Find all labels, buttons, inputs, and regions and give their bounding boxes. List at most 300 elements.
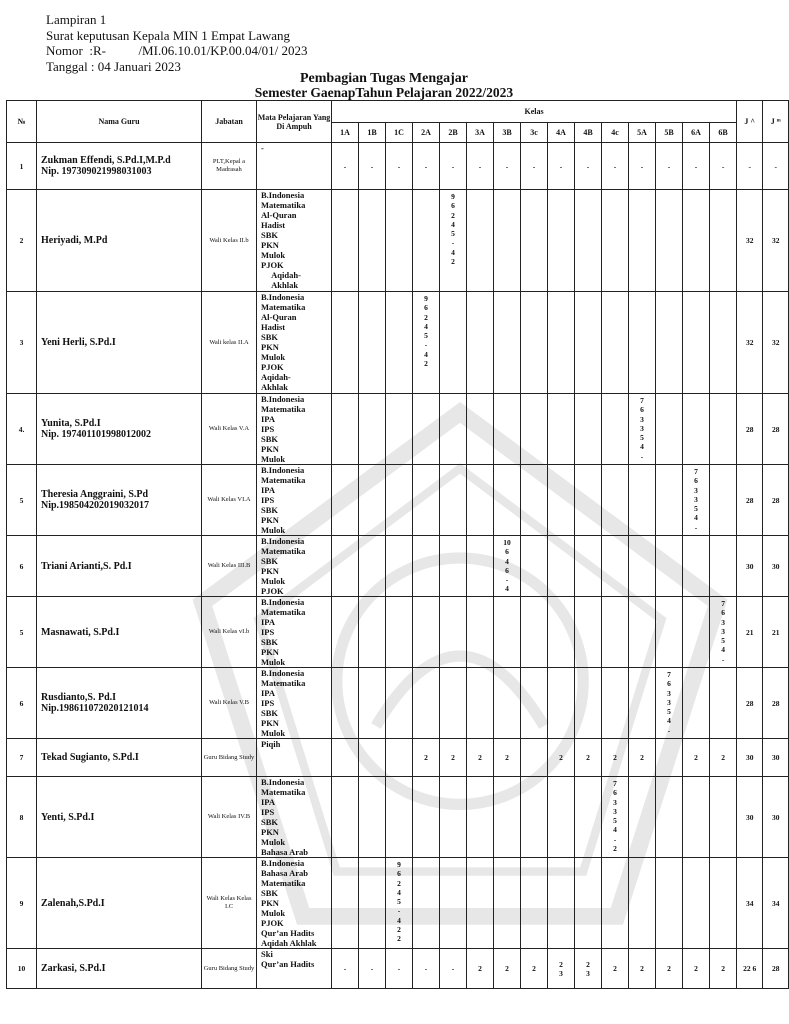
hours-cell-4a [548,465,575,536]
total-hours-1: 30 [737,536,763,597]
letter-header [46,12,307,74]
teacher-name-text: Yunita, S.Pd.I [41,418,101,429]
hours-cell-2a [413,190,440,292]
teacher-position: Guru Bidang Study [202,739,257,777]
hours-cell-2b [440,292,467,394]
hours-cell-1b [359,668,386,739]
hours-cell-1c: - [386,949,413,989]
subject-item: IPS [261,627,275,637]
hours-cell-4c [602,536,629,597]
class-header-1c: 1C [386,123,413,143]
hours-cell-3a: 2 [467,949,494,989]
hours-cell-4a [548,777,575,858]
col-header-total-1: J ^ [737,101,763,143]
hours-cell-5b: - [656,143,683,190]
row-number: 5 [7,597,37,668]
total-hours-1: - [737,143,763,190]
hours-cell-3a [467,597,494,668]
row-number: 1 [7,143,37,190]
subject-item: IPS [261,698,275,708]
hours-cell-4a [548,190,575,292]
hours-cell-1a [332,190,359,292]
subject-list [257,777,332,858]
teacher-name-text: Zukman Effendi, S.Pd.I,M.P.d [41,155,171,166]
subject-item: IPS [261,495,275,505]
subject-item: PJOK [261,918,284,928]
table-row [7,536,789,597]
hours-cell-6b [710,465,737,536]
hours-cell-1a [332,465,359,536]
header-line-4: Tanggal : 04 Januari 2023 [46,58,181,74]
total-hours-2: 28 [763,949,789,989]
hours-cell-3b [494,777,521,858]
subject-item: PKN [261,444,279,454]
hours-cell-4b [575,858,602,949]
teacher-name-text: Tekad Sugianto, S.Pd.I [41,752,139,763]
hours-cell-6a [683,190,710,292]
subject-item: Aqidah- [261,372,291,382]
total-hours-1: 21 [737,597,763,668]
hours-cell-2a [413,394,440,465]
hours-cell-4c: 2 [602,949,629,989]
hours-cell-6a: 2 [683,739,710,777]
hours-cell-1c [386,597,413,668]
col-header-nama: Nama Guru [37,101,202,143]
hours-cell-3b: - [494,143,521,190]
hours-cell-2a: - [413,143,440,190]
hours-cell-3a: 2 [467,739,494,777]
hours-cell-1a [332,739,359,777]
hours-cell-3c [521,668,548,739]
hours-cell-1a [332,858,359,949]
class-header-5a: 5A [629,123,656,143]
subject-item: Matematika [261,200,306,210]
teacher-position: Wali Kelas II.b [202,190,257,292]
table-row [7,292,789,394]
hours-cell-4a [548,292,575,394]
teacher-position: Wali Kelas vI.b [202,597,257,668]
subject-item: Al-Quran [261,210,297,220]
hours-cell-6b [710,777,737,858]
subject-list [257,739,332,777]
hours-cell-6b [710,394,737,465]
hours-cell-3b: 2 [494,949,521,989]
hours-cell-3c [521,597,548,668]
class-header-3c: 3c [521,123,548,143]
subject-item: Mulok [261,908,286,918]
teacher-position: Wali Kelas V.B [202,668,257,739]
subject-item: Piqih [261,739,281,749]
total-hours-2: 28 [763,668,789,739]
hours-cell-5b [656,739,683,777]
subject-item: Qur’an Hadits [261,959,315,969]
subject-list [257,949,332,989]
hours-cell-5a [629,668,656,739]
hours-cell-3b: 2 [494,739,521,777]
hours-cell-6a: - [683,143,710,190]
hours-cell-2b [440,668,467,739]
hours-cell-5b [656,292,683,394]
header-line-1: Lampiran 1 [46,12,107,27]
subject-item: B.Indonesia [261,597,305,607]
subject-item: PKN [261,515,279,525]
hours-cell-3c [521,465,548,536]
hours-cell-1b [359,465,386,536]
subject-list [257,465,332,536]
total-hours-2: 32 [763,292,789,394]
hours-cell-2b: 2 [440,739,467,777]
subject-item: Matematika [261,302,306,312]
subject-item: SBK [261,332,279,342]
hours-cell-4c [602,597,629,668]
hours-cell-1a [332,777,359,858]
col-header-total-2: J ͫ [763,101,789,143]
hours-cell-4b [575,597,602,668]
hours-cell-6a [683,777,710,858]
hours-cell-2b [440,394,467,465]
hours-cell-4c [602,394,629,465]
table-row [7,394,789,465]
subject-item: Matematika [261,878,306,888]
subject-item: Mulok [261,352,286,362]
hours-cell-5b [656,777,683,858]
hours-cell-3a [467,777,494,858]
hours-cell-3c [521,394,548,465]
subject-list [257,190,332,292]
class-header-1b: 1B [359,123,386,143]
class-header-6a: 6A [683,123,710,143]
hours-cell-5b [656,190,683,292]
total-hours-1: 34 [737,858,763,949]
total-hours-1: 30 [737,739,763,777]
subject-item: PKN [261,718,279,728]
hours-cell-3c: 2 [521,949,548,989]
subject-item: Bahasa Arab [261,868,308,878]
teacher-nip: Nip. 197401101998012002 [41,429,152,440]
hours-cell-5a [629,858,656,949]
hours-cell-6a [683,597,710,668]
hours-cell-3a [467,465,494,536]
hours-cell-3c [521,292,548,394]
row-number: 5 [7,465,37,536]
hours-cell-1b [359,190,386,292]
subject-item: Qur’an Hadits [261,928,315,938]
hours-cell-6b [710,292,737,394]
row-number: 9 [7,858,37,949]
hours-cell-3a [467,858,494,949]
hours-cell-1c: - [386,143,413,190]
hours-cell-2a [413,668,440,739]
hours-cell-4c [602,465,629,536]
class-header-4a: 4A [548,123,575,143]
col-header-kelas: Kelas [332,101,737,123]
hours-cell-3b [494,190,521,292]
hours-cell-5b: 2 [656,949,683,989]
hours-cell-2a [413,536,440,597]
subject-item: Mulok [261,576,286,586]
teacher-name [37,668,202,739]
teacher-nip: Nip.198504202019032017 [41,500,150,511]
document-subtitle: Semester GaenapTahun Pelajaran 2022/2023 [254,85,514,100]
total-hours-2: 30 [763,739,789,777]
hours-cell-4a: - [548,143,575,190]
hours-cell-6b [710,190,737,292]
hours-cell-3b [494,858,521,949]
subject-item: Matematika [261,404,306,414]
hours-cell-5a [629,536,656,597]
hours-cell-2b [440,536,467,597]
hours-cell-3b: 10 6 4 6 - 4 [494,536,521,597]
hours-cell-3a [467,394,494,465]
col-header-no: № [7,101,37,143]
hours-cell-5b [656,858,683,949]
hours-cell-5a: 7 6 3 3 5 4 - [629,394,656,465]
total-hours-1: 28 [737,394,763,465]
hours-cell-1c: 9 6 2 4 5 - 4 2 2 [386,858,413,949]
hours-cell-1b [359,536,386,597]
subject-item: Hadist [261,322,286,332]
subject-item: PKN [261,342,279,352]
hours-cell-2a [413,858,440,949]
hours-cell-4a [548,858,575,949]
hours-cell-5a: - [629,143,656,190]
subject-item: PKN [261,647,279,657]
subject-item: - [261,143,264,153]
hours-cell-1b [359,597,386,668]
hours-cell-2a [413,597,440,668]
subject-item: Mulok [261,837,286,847]
teacher-name [37,536,202,597]
hours-cell-2a: - [413,949,440,989]
hours-cell-6a [683,292,710,394]
class-header-4c: 4c [602,123,629,143]
hours-cell-4a [548,668,575,739]
teacher-position: Wali kelas II.A [202,292,257,394]
subject-list [257,597,332,668]
subject-item: SBK [261,434,279,444]
hours-cell-5b [656,597,683,668]
subject-item: Akhlak [261,382,288,392]
hours-cell-1b [359,394,386,465]
hours-cell-5a [629,777,656,858]
hours-cell-6b: 2 [710,739,737,777]
subject-item: Mulok [261,250,286,260]
hours-cell-4b [575,465,602,536]
subject-item: SBK [261,817,279,827]
subject-item: Mulok [261,525,286,535]
teacher-position: Wali Kelas VI.A [202,465,257,536]
subject-item: SBK [261,637,279,647]
hours-cell-3a: - [467,143,494,190]
class-header-2a: 2A [413,123,440,143]
hours-cell-5a [629,190,656,292]
subject-item: Matematika [261,475,306,485]
hours-cell-2a: 2 [413,739,440,777]
hours-cell-1c [386,668,413,739]
row-number: 2 [7,190,37,292]
table-row [7,143,789,190]
subject-item: B.Indonesia [261,292,305,302]
hours-cell-2a [413,465,440,536]
total-hours-2: 28 [763,465,789,536]
hours-cell-1a: - [332,143,359,190]
hours-cell-2a [413,777,440,858]
hours-cell-6b [710,536,737,597]
hours-cell-4b [575,777,602,858]
teacher-nip: Nip.198611072020121014 [41,703,149,714]
table-row [7,777,789,858]
subject-item: SBK [261,505,279,515]
subject-item: B.Indonesia [261,190,305,200]
hours-cell-1c [386,536,413,597]
subject-item: IPA [261,688,276,698]
table-row [7,739,789,777]
hours-cell-1b [359,777,386,858]
teacher-position: Wali Kelas IV.B [202,777,257,858]
hours-cell-3a [467,668,494,739]
subject-item: SBK [261,708,279,718]
hours-cell-6b: - [710,143,737,190]
hours-cell-2b [440,777,467,858]
hours-cell-1c [386,777,413,858]
hours-cell-3c [521,190,548,292]
subject-item: PJOK [261,260,284,270]
row-number: 3 [7,292,37,394]
hours-cell-3b [494,292,521,394]
subject-item: Bahasa Arab [261,847,308,857]
col-header-mapel: Mata Pelajaran Yang Di Ampuh [257,101,332,143]
subject-item: Akhlak [261,280,299,290]
document-title: Pembagian Tugas Mengajar [299,71,468,86]
teacher-name [37,597,202,668]
hours-cell-2a: 9 6 2 4 5 - 4 2 [413,292,440,394]
hours-cell-4c [602,668,629,739]
hours-cell-4b [575,536,602,597]
hours-cell-4b [575,190,602,292]
hours-cell-2b [440,858,467,949]
row-number: 8 [7,777,37,858]
hours-cell-4a: 2 3 [548,949,575,989]
row-number: 10 [7,949,37,989]
hours-cell-4c: - [602,143,629,190]
hours-cell-1b [359,292,386,394]
teacher-name-text: Zalenah,S.Pd.I [41,897,105,909]
row-number: 7 [7,739,37,777]
hours-cell-6b: 7 6 3 3 5 4 - [710,597,737,668]
hours-cell-4b: 2 [575,739,602,777]
teacher-position: Wali Kelas Kelas I.C [202,858,257,949]
hours-cell-4a [548,394,575,465]
hours-cell-5a [629,597,656,668]
hours-cell-1a [332,597,359,668]
hours-cell-4c [602,292,629,394]
hours-cell-1c [386,190,413,292]
subject-list [257,536,332,597]
subject-item: PKN [261,898,279,908]
total-hours-2: - [763,143,789,190]
hours-cell-5a [629,465,656,536]
teacher-position: Wali Kelas V.A [202,394,257,465]
subject-item: SBK [261,230,279,240]
subject-item: IPA [261,617,276,627]
subject-list [257,394,332,465]
teacher-position: Guru Bidang Study [202,949,257,989]
subject-item: PJOK [261,362,284,372]
hours-cell-1a [332,394,359,465]
hours-cell-6a [683,858,710,949]
hours-cell-3c [521,536,548,597]
total-hours-2: 34 [763,858,789,949]
class-header-3a: 3A [467,123,494,143]
row-number: 4. [7,394,37,465]
hours-cell-4b [575,292,602,394]
hours-cell-5b [656,394,683,465]
hours-cell-5a: 2 [629,949,656,989]
hours-cell-6a [683,394,710,465]
subject-item: B.Indonesia [261,858,305,868]
table-row [7,668,789,739]
subject-item: SBK [261,556,279,566]
hours-cell-6b [710,858,737,949]
teacher-name [37,858,202,949]
subject-item: PJOK [261,586,284,596]
hours-cell-1a: - [332,949,359,989]
table-row [7,858,789,949]
subject-item: Aqidah Akhlak [261,938,317,948]
hours-cell-1a [332,668,359,739]
subject-item: IPA [261,485,276,495]
hours-cell-6a: 7 6 3 3 5 4 - [683,465,710,536]
class-header-1a: 1A [332,123,359,143]
hours-cell-3a [467,292,494,394]
class-header-2b: 2B [440,123,467,143]
hours-cell-3b [494,394,521,465]
hours-cell-3b [494,668,521,739]
total-hours-1: 32 [737,190,763,292]
hours-cell-3b [494,597,521,668]
subject-list [257,292,332,394]
hours-cell-1b: - [359,143,386,190]
table-row [7,949,789,989]
subject-item: Mulok [261,454,286,464]
total-hours-2: 21 [763,597,789,668]
hours-cell-1c [386,394,413,465]
subject-item: IPA [261,797,276,807]
hours-cell-6b [710,668,737,739]
subject-item: Aqidah- [261,270,301,280]
subject-item: PKN [261,827,279,837]
hours-cell-5b [656,465,683,536]
hours-cell-4b: 2 3 [575,949,602,989]
class-header-6b: 6B [710,123,737,143]
hours-cell-3a [467,190,494,292]
total-hours-1: 22 6 [737,949,763,989]
hours-cell-4c: 7 6 3 3 5 4 - 2 [602,777,629,858]
class-header-5b: 5B [656,123,683,143]
total-hours-1: 28 [737,668,763,739]
hours-cell-1c [386,739,413,777]
hours-cell-4c [602,858,629,949]
teacher-position: Wali Kelas III.B [202,536,257,597]
teacher-position: PLT,Kepal a Madrasah [202,143,257,190]
hours-cell-5a [629,292,656,394]
hours-cell-6a [683,536,710,597]
hours-cell-3c: - [521,143,548,190]
subject-item: Al-Quran [261,312,297,322]
hours-cell-1b: - [359,949,386,989]
hours-cell-1c [386,292,413,394]
total-hours-1: 30 [737,777,763,858]
